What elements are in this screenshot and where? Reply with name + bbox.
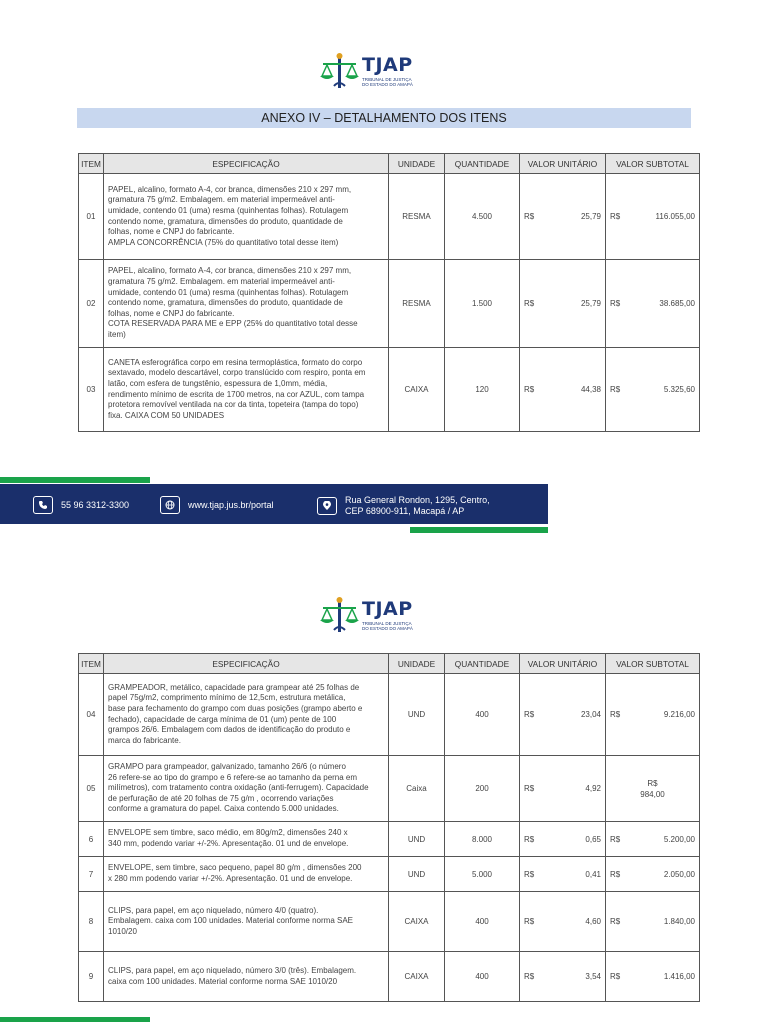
table-row (79, 674, 700, 756)
subtotal-value: 1.840,00 (663, 917, 695, 926)
brand-subtitle-2: DO ESTADO DO AMAPÁ (362, 82, 413, 87)
subtotal-value: 5.325,60 (663, 385, 695, 394)
spec-line: sextavado, modelo descartável, corpo translúcido com respiro, ponta em (108, 368, 366, 378)
header-unit: UNIDADE (389, 654, 445, 674)
table-row (79, 952, 700, 1002)
unit-price-cell (520, 674, 606, 756)
location-pin-icon (317, 497, 337, 515)
currency-symbol: R$ (524, 385, 535, 394)
items-table-1 (78, 153, 700, 432)
item-specification (104, 348, 389, 432)
subtotal-value: 1.416,00 (663, 972, 695, 981)
unit-price-value: 4,92 (585, 784, 601, 793)
spec-line: grampos 26/6. Embalagem com dados de identificação do produto e (108, 725, 351, 735)
phone-icon (33, 496, 53, 514)
spec-line: folhas, nome e CNPJ do fabricante. (108, 227, 235, 237)
footer-stripe-green-right (410, 527, 548, 533)
item-number: 04 (79, 674, 104, 756)
spec-line: x 280 mm podendo variar +/-2%. Apresentação. 01 und de envelope. (108, 874, 353, 883)
spec-line: conforme a gramatura do papel. Caixa contendo 5.000 unidades. (108, 804, 339, 814)
brand-subtitle-1: TRIBUNAL DE JUSTIÇA (362, 621, 412, 626)
spec-line: PAPEL, alcalino, formato A-4, cor branca, dimensões 210 x 297 mm, (108, 184, 352, 194)
unit-price-value: 3,54 (585, 972, 601, 981)
subtotal-value: 116.055,00 (655, 212, 695, 221)
currency-symbol: R$ (610, 834, 621, 844)
spec-line: fechado), capacidade de carga mínima de 01 (um) pente de 100 (108, 714, 337, 724)
item-number: 8 (79, 892, 104, 952)
currency-symbol: R$ (610, 869, 621, 879)
spec-line: fixa. CAIXA COM 50 UNIDADES (108, 410, 225, 420)
spec-line: item) (108, 329, 126, 339)
subtotal-cell (606, 892, 700, 952)
brand-name: TJAP (362, 598, 413, 620)
spec-line: caixa com 100 unidades. Material conforme norma SAE 1010/20 (108, 976, 338, 986)
spec-line: PAPEL, alcalino, formato A-4, cor branca, dimensões 210 x 297 mm, (108, 266, 352, 276)
unit-price-cell (520, 348, 606, 432)
unit-price-cell (520, 260, 606, 348)
tjap-logo (318, 52, 428, 90)
item-unit: UND (389, 674, 445, 756)
subtotal-cell (606, 674, 700, 756)
footer-phone (33, 496, 129, 514)
subtotal-value: 5.200,00 (663, 834, 695, 844)
item-quantity: 1.500 (445, 260, 520, 348)
currency-symbol: R$ (610, 972, 621, 981)
currency-symbol: R$ (610, 385, 621, 394)
currency-symbol: R$ (610, 212, 621, 221)
item-number: 01 (79, 174, 104, 260)
table-row (79, 260, 700, 348)
header-unit-price: VALOR UNITÁRIO (520, 154, 606, 174)
item-number: 6 (79, 822, 104, 857)
item-specification (104, 857, 389, 892)
currency-symbol: R$ (524, 212, 535, 221)
currency-symbol: R$ (610, 917, 621, 926)
item-specification (104, 260, 389, 348)
spec-line: gramatura 75 g/m2. Embalagem. em material impermeável anti- (108, 277, 335, 287)
unit-price-cell (520, 756, 606, 822)
currency-symbol: R$ (647, 778, 658, 788)
footer-website[interactable] (160, 496, 274, 514)
unit-price-cell (520, 174, 606, 260)
item-unit: UND (389, 857, 445, 892)
item-quantity: 4.500 (445, 174, 520, 260)
unit-price-cell (520, 822, 606, 857)
header-subtotal: VALOR SUBTOTAL (606, 654, 700, 674)
subtotal-cell (606, 348, 700, 432)
header-qty: QUANTIDADE (445, 654, 520, 674)
spec-line: ENVELOPE sem timbre, saco médio, em 80g/m2, dimensões 240 x (108, 828, 348, 838)
item-specification (104, 952, 389, 1002)
spec-line: protetora removível ventilada na cor da tinta, topeteira (tampa do topo) (108, 400, 359, 410)
item-unit: UND (389, 822, 445, 857)
brand-name: TJAP (362, 54, 413, 76)
unit-price-cell (520, 952, 606, 1002)
header-qty: QUANTIDADE (445, 154, 520, 174)
table-row (79, 174, 700, 260)
scales-of-justice-icon (318, 52, 362, 90)
tjap-logo-page-2 (318, 596, 428, 634)
item-quantity: 400 (445, 674, 520, 756)
table-row (79, 892, 700, 952)
subtotal-value: 9.216,00 (663, 710, 695, 719)
table-header-row (79, 154, 700, 174)
spec-line: latão, com esfera de tungstênio, espessura de 1,0mm, média, (108, 378, 328, 388)
item-specification (104, 822, 389, 857)
item-number: 9 (79, 952, 104, 1002)
item-number: 05 (79, 756, 104, 822)
spec-line: GRAMPEADOR, metálico, capacidade para grampear até 25 folhas de (108, 682, 360, 692)
spec-line: de perfuração de até 20 folhas de 75 g/m , ocorrendo variações (108, 793, 334, 803)
item-specification (104, 674, 389, 756)
spec-line: papel 75g/m2, comprimento mínimo de 12,5cm, estrutura metálica, (108, 693, 346, 703)
spec-line: marca do fabricante. (108, 735, 181, 745)
item-number: 03 (79, 348, 104, 432)
spec-line: folhas, nome e CNPJ do fabricante. (108, 308, 235, 318)
item-unit: Caixa (389, 756, 445, 822)
spec-line: 340 mm, podendo variar +/-2%. Apresentação. 01 und de envelope. (108, 839, 349, 848)
currency-symbol: R$ (610, 299, 621, 308)
unit-price-value: 25,79 (580, 299, 601, 308)
table-row (79, 857, 700, 892)
item-unit: RESMA (389, 260, 445, 348)
currency-symbol: R$ (524, 869, 535, 879)
subtotal-cell (606, 857, 700, 892)
header-item: ITEM (79, 654, 104, 674)
subtotal-cell (606, 260, 700, 348)
item-specification (104, 892, 389, 952)
table-header-row (79, 654, 700, 674)
spec-line: Embalagem. caixa com 100 unidades. Material conforme norma SAE (108, 916, 354, 926)
website-link[interactable]: www.tjap.jus.br/portal (188, 500, 274, 510)
header-spec: ESPECIFICAÇÃO (104, 154, 389, 174)
header-subtotal: VALOR SUBTOTAL (606, 154, 700, 174)
spec-line: 26 refere-se ao tipo do grampo e 6 refere-se ao tamanho da perna em (108, 772, 358, 782)
spec-line: GRAMPO para grampeador, galvanizado, tamanho 26/6 (o número (108, 762, 346, 772)
unit-price-value: 0,65 (585, 834, 601, 844)
subtotal-value: 984,00 (640, 789, 665, 799)
currency-symbol: R$ (524, 299, 535, 308)
subtotal-cell (606, 822, 700, 857)
spec-line: gramatura 75 g/m2. Embalagem. em material impermeável anti- (108, 195, 335, 205)
subtotal-cell (606, 756, 700, 822)
currency-symbol: R$ (524, 834, 535, 844)
spec-line: base para fechamento do grampo com duas posições (grampo aberto e (108, 703, 363, 713)
item-quantity: 400 (445, 892, 520, 952)
unit-price-cell (520, 892, 606, 952)
subtotal-cell (606, 174, 700, 260)
unit-price-value: 23,04 (580, 710, 601, 719)
subtotal-value: 2.050,00 (663, 869, 695, 879)
unit-price-value: 25,79 (580, 212, 601, 221)
item-quantity: 400 (445, 952, 520, 1002)
header-unit-price: VALOR UNITÁRIO (520, 654, 606, 674)
item-unit: CAIXA (389, 892, 445, 952)
footer-address (317, 495, 490, 517)
unit-price-value: 0,41 (585, 869, 601, 879)
spec-line: CLIPS, para papel, em aço niquelado, número 3/0 (três). Embalagem. (108, 965, 357, 975)
bottom-stripe-green (0, 1017, 150, 1022)
footer-bar (0, 484, 548, 524)
subtotal-value: 38.685,00 (659, 299, 695, 308)
item-quantity: 200 (445, 756, 520, 822)
currency-symbol: R$ (524, 972, 535, 981)
brand-subtitle-2: DO ESTADO DO AMAPÁ (362, 626, 413, 631)
item-unit: CAIXA (389, 952, 445, 1002)
currency-symbol: R$ (524, 710, 535, 719)
item-specification (104, 756, 389, 822)
footer-stripe-green (0, 477, 150, 483)
currency-symbol: R$ (610, 710, 621, 719)
spec-line: umidade, contendo 01 (uma) resma (quinhentas folhas). Rotulagem (108, 287, 349, 297)
address-line-1: Rua General Rondon, 1295, Centro, (345, 495, 490, 505)
address-line-2: CEP 68900-911, Macapá / AP (345, 506, 465, 516)
spec-line: contendo nome, gramatura, dimensões do produto, quantidade de (108, 298, 343, 308)
item-quantity: 120 (445, 348, 520, 432)
spec-line: AMPLA CONCORRÊNCIA (75% do quantitativo total desse item) (108, 237, 339, 247)
table-row (79, 348, 700, 432)
unit-price-value: 44,38 (580, 385, 601, 394)
spec-line: umidade, contendo 01 (uma) resma (quinhentas folhas). Rotulagem (108, 205, 349, 215)
item-number: 02 (79, 260, 104, 348)
item-specification (104, 174, 389, 260)
item-quantity: 5.000 (445, 857, 520, 892)
header-item: ITEM (79, 154, 104, 174)
subtotal-cell (606, 952, 700, 1002)
header-unit: UNIDADE (389, 154, 445, 174)
globe-icon (160, 496, 180, 514)
spec-line: COTA RESERVADA PARA ME e EPP (25% do quantitativo total desse (108, 319, 358, 329)
spec-line: 1010/20 (108, 926, 137, 936)
scales-of-justice-icon (318, 596, 362, 634)
item-unit: CAIXA (389, 348, 445, 432)
spec-line: milímetros), com tratamento contra oxidação (anti-ferrugem). Capacidade (108, 783, 369, 793)
currency-symbol: R$ (524, 784, 535, 793)
spec-line: CANETA esferográfica corpo em resina termoplástica, formato do corpo (108, 357, 363, 367)
table-row (79, 756, 700, 822)
spec-line: rendimento mínimo de escrita de 1700 metros, na cor AZUL, com tampa (108, 389, 365, 399)
brand-subtitle-1: TRIBUNAL DE JUSTIÇA (362, 77, 412, 82)
items-table-2 (78, 653, 700, 1002)
unit-price-value: 4,60 (585, 917, 601, 926)
spec-line: contendo nome, gramatura, dimensões do produto, quantidade de (108, 216, 343, 226)
table-row (79, 822, 700, 857)
spec-line: CLIPS, para papel, em aço niquelado, número 4/0 (quatro). (108, 905, 319, 915)
header-spec: ESPECIFICAÇÃO (104, 654, 389, 674)
item-unit: RESMA (389, 174, 445, 260)
annex-title: ANEXO IV – DETALHAMENTO DOS ITENS (77, 108, 691, 128)
item-quantity: 8.000 (445, 822, 520, 857)
phone-number: 55 96 3312-3300 (61, 500, 130, 510)
item-number: 7 (79, 857, 104, 892)
spec-line: ENVELOPE, sem timbre, saco pequeno, papel 80 g/m , dimensões 200 (108, 863, 362, 873)
currency-symbol: R$ (524, 917, 535, 926)
unit-price-cell (520, 857, 606, 892)
